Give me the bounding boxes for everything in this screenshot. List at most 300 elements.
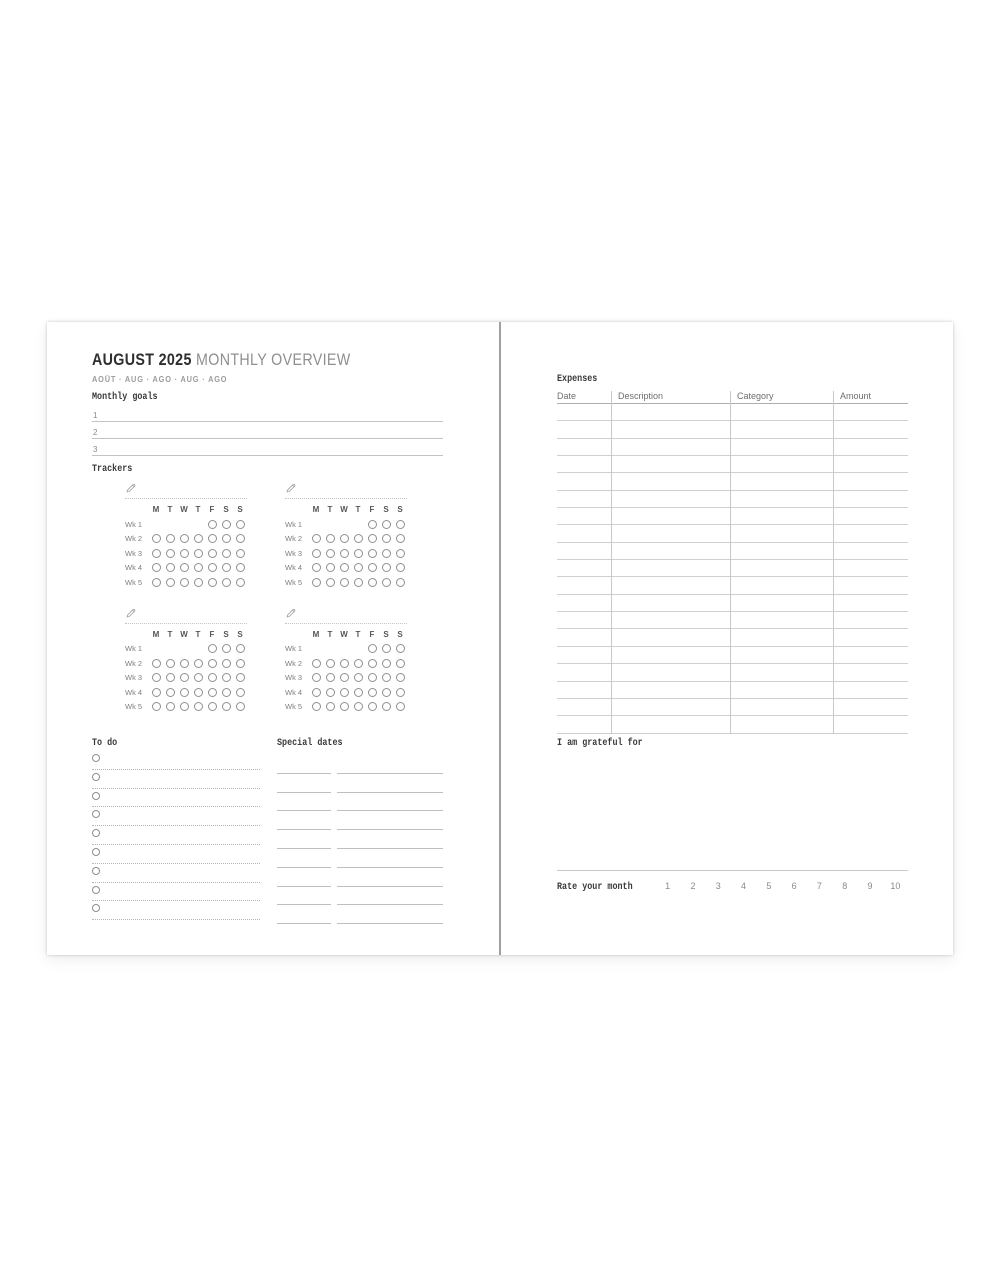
pencil-icon (125, 482, 137, 494)
special-date-desc-line (337, 849, 443, 868)
tracker-day-header (125, 627, 247, 642)
tracker-week-label: Wk 5 (125, 577, 143, 587)
special-date-row (277, 830, 443, 849)
tracker-circle (326, 688, 335, 697)
tracker-circle (166, 563, 175, 572)
tracker-circle (368, 520, 377, 529)
tracker-week-row (285, 575, 407, 590)
expenses-column-divider (833, 391, 834, 734)
expenses-row (557, 699, 908, 716)
tracker-week-label: Wk 3 (285, 548, 303, 558)
tracker-circle (396, 520, 405, 529)
rate-scale-number: 10 (890, 881, 901, 891)
tracker-title-line (125, 607, 247, 624)
tracker-day-cell (191, 563, 205, 572)
special-date-date-line (277, 849, 331, 868)
tracker-circle (152, 673, 161, 682)
tracker-day-cell (233, 659, 247, 668)
tracker-circle (180, 688, 189, 697)
todo-circle (92, 754, 100, 762)
tracker-day-header (285, 502, 407, 517)
tracker-circle (382, 549, 391, 558)
tracker-day-cell (149, 563, 163, 572)
special-dates-list (277, 755, 443, 924)
rate-scale-number: 8 (842, 881, 848, 891)
tracker-title-line (125, 482, 247, 499)
todo-row (92, 884, 260, 903)
rate-scale-number: 2 (690, 881, 696, 891)
tracker-week-label: Wk 2 (285, 534, 303, 544)
tracker-circle (312, 659, 321, 668)
tracker-day-label: M (152, 629, 160, 639)
todo-dotted-line (92, 919, 260, 920)
tracker-circle (208, 702, 217, 711)
planner-spread (47, 322, 953, 955)
rate-scale-number: 1 (665, 881, 671, 891)
tracker-circle (166, 549, 175, 558)
tracker-circle (222, 549, 231, 558)
tracker-day-cell (351, 688, 365, 697)
special-date-row (277, 774, 443, 793)
tracker-circle (194, 688, 203, 697)
tracker-circle (222, 673, 231, 682)
tracker-circle (312, 702, 321, 711)
tracker-day-label: S (223, 505, 229, 514)
todo-dotted-line (92, 900, 260, 901)
tracker-day-label: S (397, 629, 403, 639)
tracker-circle (382, 578, 391, 587)
tracker-week-row (125, 656, 247, 671)
tracker-day-cell (191, 659, 205, 668)
special-date-desc-line (337, 905, 443, 924)
page-title (92, 350, 351, 370)
tracker-circle (396, 673, 405, 682)
tracker-circle (208, 534, 217, 543)
todo-list (92, 752, 260, 921)
tracker-day-cell (163, 673, 177, 682)
tracker-circle (208, 688, 217, 697)
tracker-circle (396, 534, 405, 543)
tracker-day-cell (219, 534, 233, 543)
tracker-day-cell (323, 578, 337, 587)
tracker-day-cell (205, 644, 219, 653)
monthly-goals-heading: Monthly goals (92, 391, 158, 403)
tracker-circle (194, 549, 203, 558)
tracker-day-cell (365, 702, 379, 711)
tracker-circle (382, 520, 391, 529)
special-date-desc-line (337, 830, 443, 849)
tracker-day-cell (219, 549, 233, 558)
tracker-week-row (285, 561, 407, 576)
expenses-column-header: Amount (840, 391, 872, 401)
tracker-circle (326, 563, 335, 572)
tracker-circle (180, 702, 189, 711)
tracker-week-row (285, 656, 407, 671)
tracker-day-cell (393, 659, 407, 668)
tracker-circle (194, 702, 203, 711)
tracker-circle (340, 659, 349, 668)
special-date-desc-line (337, 774, 443, 793)
tracker-day-cell (365, 563, 379, 572)
tracker-circle (166, 673, 175, 682)
tracker-circle (194, 578, 203, 587)
todo-row (92, 902, 260, 921)
tracker-day-cell (337, 702, 351, 711)
tracker-week-label: Wk 2 (125, 658, 143, 668)
tracker-circle (166, 534, 175, 543)
expenses-row (557, 560, 908, 577)
goal-line (92, 439, 443, 456)
tracker-circle (312, 534, 321, 543)
rate-scale (655, 881, 908, 891)
tracker-circle (340, 673, 349, 682)
tracker-day-cell (365, 688, 379, 697)
expenses-row (557, 473, 908, 490)
tracker-circle (236, 702, 245, 711)
tracker-week-label: Wk 2 (125, 534, 143, 544)
tracker-week-row (285, 546, 407, 561)
tracker-day-cell (163, 578, 177, 587)
special-date-row (277, 887, 443, 906)
tracker-block (125, 605, 247, 715)
tracker-circle (152, 702, 161, 711)
tracker-day-cell (393, 578, 407, 587)
todo-row (92, 808, 260, 827)
tracker-day-cell (323, 688, 337, 697)
tracker-day-cell (337, 563, 351, 572)
tracker-week-label: Wk 5 (285, 702, 303, 712)
tracker-circle (180, 673, 189, 682)
pencil-icon (285, 607, 297, 619)
expenses-column-header: Description (618, 391, 664, 401)
tracker-day-cell (365, 534, 379, 543)
tracker-circle (326, 578, 335, 587)
tracker-day-label: S (397, 505, 403, 514)
tracker-title-line (285, 607, 407, 624)
tracker-day-cell (219, 644, 233, 653)
tracker-circle (208, 520, 217, 529)
tracker-day-cell (163, 534, 177, 543)
tracker-circle (340, 563, 349, 572)
tracker-day-cell (233, 534, 247, 543)
tracker-day-cell (149, 534, 163, 543)
expenses-table-body (557, 404, 908, 734)
tracker-circle (368, 673, 377, 682)
expenses-row (557, 647, 908, 664)
tracker-day-cell (205, 688, 219, 697)
tracker-day-label: M (152, 505, 160, 514)
tracker-day-cell (191, 702, 205, 711)
tracker-circle (208, 673, 217, 682)
tracker-circle (368, 563, 377, 572)
tracker-day-label: S (383, 629, 389, 639)
tracker-day-cell (233, 688, 247, 697)
tracker-day-cell (379, 702, 393, 711)
tracker-circle (194, 563, 203, 572)
tracker-day-cell (233, 644, 247, 653)
tracker-week-row (125, 532, 247, 547)
tracker-day-cell (205, 578, 219, 587)
tracker-day-cell (393, 520, 407, 529)
tracker-circle (368, 534, 377, 543)
tracker-day-cell (351, 659, 365, 668)
expenses-row (557, 577, 908, 594)
tracker-day-cell (351, 549, 365, 558)
tracker-circle (354, 673, 363, 682)
tracker-day-cell (177, 702, 191, 711)
trackers-grid (125, 480, 407, 714)
expenses-column-divider (611, 391, 612, 734)
tracker-day-cell (323, 563, 337, 572)
expenses-row (557, 612, 908, 629)
tracker-circle (208, 563, 217, 572)
tracker-day-cell (337, 578, 351, 587)
tracker-day-cell (163, 549, 177, 558)
tracker-day-cell (191, 578, 205, 587)
todo-dotted-line (92, 863, 260, 864)
tracker-day-cell (365, 578, 379, 587)
tracker-day-cell (219, 673, 233, 682)
tracker-week-label: Wk 4 (125, 563, 143, 573)
tracker-day-cell (393, 688, 407, 697)
tracker-week-row (125, 575, 247, 590)
tracker-circle (312, 549, 321, 558)
tracker-circle (396, 688, 405, 697)
tracker-day-cell (233, 578, 247, 587)
tracker-block (285, 605, 407, 715)
tracker-circle (208, 549, 217, 558)
tracker-circle (166, 688, 175, 697)
tracker-day-cell (205, 534, 219, 543)
special-date-date-line (277, 811, 331, 830)
tracker-day-label: T (327, 629, 333, 639)
tracker-day-cell (205, 520, 219, 529)
tracker-day-cell (177, 549, 191, 558)
todo-circle (92, 867, 100, 875)
todo-row (92, 827, 260, 846)
rate-scale-number: 6 (791, 881, 797, 891)
tracker-circle (222, 520, 231, 529)
tracker-day-cell (163, 563, 177, 572)
todo-row (92, 865, 260, 884)
todo-circle (92, 792, 100, 800)
tracker-week-row (285, 685, 407, 700)
todo-row (92, 790, 260, 809)
tracker-day-cell (177, 534, 191, 543)
tracker-day-cell (205, 659, 219, 668)
tracker-day-cell (205, 549, 219, 558)
todo-circle (92, 829, 100, 837)
tracker-week-label: Wk 4 (285, 687, 303, 697)
tracker-circle (180, 563, 189, 572)
tracker-day-label: T (355, 629, 361, 639)
todo-dotted-line (92, 882, 260, 883)
tracker-day-cell (393, 702, 407, 711)
tracker-circle (382, 673, 391, 682)
tracker-week-label: Wk 3 (285, 673, 303, 683)
tracker-day-cell (323, 702, 337, 711)
tracker-circle (180, 549, 189, 558)
special-date-row (277, 905, 443, 924)
tracker-day-cell (323, 534, 337, 543)
tracker-block (285, 480, 407, 590)
tracker-week-label: Wk 1 (125, 519, 143, 529)
tracker-day-cell (379, 673, 393, 682)
tracker-week-row (125, 642, 247, 657)
monthly-goals-lines (92, 405, 443, 456)
tracker-week-row (285, 532, 407, 547)
expenses-row (557, 629, 908, 646)
tracker-day-cell (393, 549, 407, 558)
tracker-day-cell (309, 659, 323, 668)
tracker-week-row (285, 642, 407, 657)
tracker-day-cell (233, 702, 247, 711)
tracker-circle (354, 549, 363, 558)
tracker-day-cell (177, 673, 191, 682)
tracker-week-label: Wk 5 (125, 702, 143, 712)
special-date-row (277, 849, 443, 868)
pencil-icon (125, 607, 137, 619)
special-date-row (277, 868, 443, 887)
tracker-day-cell (205, 673, 219, 682)
todo-circle (92, 773, 100, 781)
expenses-column-header: Category (737, 391, 774, 401)
tracker-week-row (285, 517, 407, 532)
tracker-day-cell (393, 534, 407, 543)
todo-row (92, 846, 260, 865)
todo-dotted-line (92, 844, 260, 845)
tracker-day-cell (323, 673, 337, 682)
tracker-circle (368, 659, 377, 668)
tracker-day-cell (323, 659, 337, 668)
tracker-circle (152, 563, 161, 572)
special-date-date-line (277, 887, 331, 906)
tracker-circle (194, 659, 203, 668)
special-dates-heading: Special dates (277, 737, 343, 749)
todo-heading: To do (92, 737, 118, 749)
tracker-day-label: M (312, 505, 320, 514)
todo-dotted-line (92, 806, 260, 807)
tracker-day-cell (149, 549, 163, 558)
tracker-circle (340, 549, 349, 558)
tracker-circle (354, 578, 363, 587)
tracker-day-cell (365, 520, 379, 529)
tracker-week-label: Wk 2 (285, 658, 303, 668)
tracker-circle (396, 563, 405, 572)
tracker-day-label: T (167, 505, 173, 514)
tracker-day-cell (205, 702, 219, 711)
tracker-circle (222, 702, 231, 711)
tracker-circle (368, 549, 377, 558)
tracker-circle (382, 644, 391, 653)
tracker-day-cell (191, 673, 205, 682)
tracker-day-header (125, 502, 247, 517)
tracker-circle (152, 534, 161, 543)
tracker-day-cell (177, 578, 191, 587)
page-title-month: AUGUST 2025 (92, 350, 192, 369)
tracker-circle (312, 688, 321, 697)
tracker-day-cell (219, 688, 233, 697)
tracker-week-label: Wk 3 (125, 673, 143, 683)
tracker-week-label: Wk 1 (125, 644, 143, 654)
special-date-date-line (277, 905, 331, 924)
tracker-circle (326, 673, 335, 682)
tracker-day-cell (337, 534, 351, 543)
expenses-row (557, 682, 908, 699)
special-date-desc-line (337, 887, 443, 906)
tracker-day-label: S (223, 629, 229, 639)
tracker-circle (194, 534, 203, 543)
special-date-date-line (277, 755, 331, 774)
tracker-circle (354, 702, 363, 711)
expenses-row (557, 439, 908, 456)
goal-line-number: 3 (93, 445, 98, 454)
expenses-row (557, 716, 908, 733)
tracker-day-label: W (340, 505, 348, 514)
tracker-circle (368, 578, 377, 587)
tracker-circle (236, 549, 245, 558)
tracker-circle (340, 534, 349, 543)
tracker-day-label: M (312, 629, 320, 639)
tracker-day-cell (163, 659, 177, 668)
tracker-circle (222, 578, 231, 587)
tracker-day-cell (323, 549, 337, 558)
tracker-day-label: S (383, 505, 389, 514)
tracker-circle (326, 549, 335, 558)
rate-your-month-row (557, 870, 908, 893)
special-date-row (277, 755, 443, 774)
tracker-day-cell (379, 549, 393, 558)
tracker-week-row (285, 700, 407, 715)
tracker-week-label: Wk 4 (125, 687, 143, 697)
tracker-day-label: T (167, 629, 173, 639)
tracker-circle (236, 659, 245, 668)
tracker-day-cell (219, 702, 233, 711)
tracker-day-cell (149, 578, 163, 587)
rate-scale-number: 7 (816, 881, 822, 891)
tracker-circle (180, 534, 189, 543)
tracker-circle (166, 702, 175, 711)
tracker-day-cell (149, 702, 163, 711)
todo-circle (92, 848, 100, 856)
tracker-circle (166, 659, 175, 668)
expenses-row (557, 595, 908, 612)
tracker-week-row (125, 546, 247, 561)
tracker-circle (354, 563, 363, 572)
tracker-circle (236, 578, 245, 587)
tracker-circle (340, 578, 349, 587)
tracker-day-label: T (355, 505, 361, 514)
expenses-row (557, 525, 908, 542)
tracker-day-cell (205, 563, 219, 572)
tracker-circle (326, 659, 335, 668)
tracker-day-cell (163, 702, 177, 711)
tracker-circle (222, 644, 231, 653)
tracker-day-cell (337, 688, 351, 697)
tracker-day-label: F (209, 505, 215, 514)
tracker-circle (236, 644, 245, 653)
tracker-day-cell (163, 688, 177, 697)
tracker-day-cell (309, 563, 323, 572)
tracker-circle (152, 688, 161, 697)
tracker-day-cell (393, 644, 407, 653)
page-gutter-fold (499, 322, 501, 955)
tracker-day-cell (393, 563, 407, 572)
tracker-day-label: F (369, 505, 375, 514)
tracker-day-cell (379, 520, 393, 529)
tracker-circle (396, 659, 405, 668)
tracker-circle (382, 563, 391, 572)
